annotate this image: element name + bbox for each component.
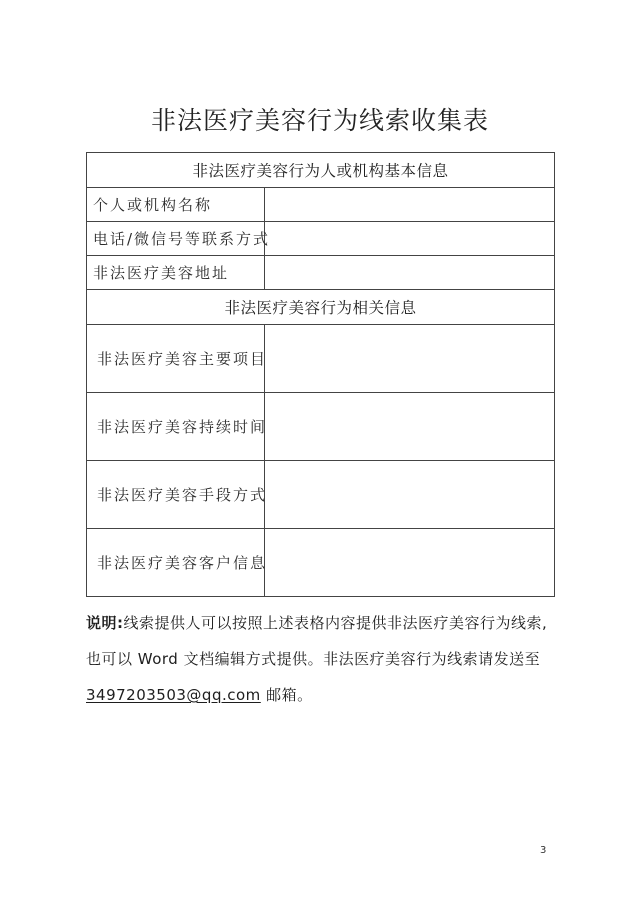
note-line-3 (86, 684, 313, 705)
page-title: 非法医疗美容行为线索收集表 (150, 106, 489, 135)
field-value-methods[interactable] (265, 461, 555, 529)
section-header-row-basic-info (87, 153, 555, 188)
field-label-methods: 非法医疗美容手段方式 (87, 461, 265, 529)
field-value-clients[interactable] (265, 529, 555, 597)
field-value-main-items[interactable] (265, 325, 555, 393)
field-label-address: 非法医疗美容地址 (87, 256, 265, 290)
table-row (87, 461, 555, 529)
field-label-clients: 非法医疗美容客户信息 (87, 529, 265, 597)
note-prefix: 说明: (86, 614, 124, 632)
field-label-main-items: 非法医疗美容主要项目 (87, 325, 265, 393)
field-value-address[interactable] (265, 256, 555, 290)
section-header-related-info: 非法医疗美容行为相关信息 (87, 290, 555, 325)
table-row (87, 393, 555, 461)
field-label-contact: 电话/微信号等联系方式 (87, 222, 265, 256)
table-row (87, 256, 555, 290)
note-text-1: 线索提供人可以按照上述表格内容提供非法医疗美容行为线索, (123, 614, 548, 632)
field-label-duration: 非法医疗美容持续时间 (87, 393, 265, 461)
field-value-contact[interactable] (265, 222, 555, 256)
section-header-basic-info: 非法医疗美容行为人或机构基本信息 (87, 153, 555, 188)
field-value-name[interactable] (265, 188, 555, 222)
field-label-name: 个人或机构名称 (87, 188, 265, 222)
note-line-2: 也可以 Word 文档编辑方式提供。非法医疗美容行为线索请发送至 (86, 650, 541, 668)
table-row (87, 222, 555, 256)
table-row (87, 529, 555, 597)
email-link[interactable]: 3497203503@qq.com (86, 686, 261, 704)
table-row (87, 325, 555, 393)
note-line-1 (86, 612, 547, 633)
section-header-row-related-info (87, 290, 555, 325)
clue-collection-table (86, 152, 555, 597)
page-number: 3 (540, 845, 547, 856)
note-text-3: 邮箱。 (260, 686, 313, 704)
table-row (87, 188, 555, 222)
field-value-duration[interactable] (265, 393, 555, 461)
